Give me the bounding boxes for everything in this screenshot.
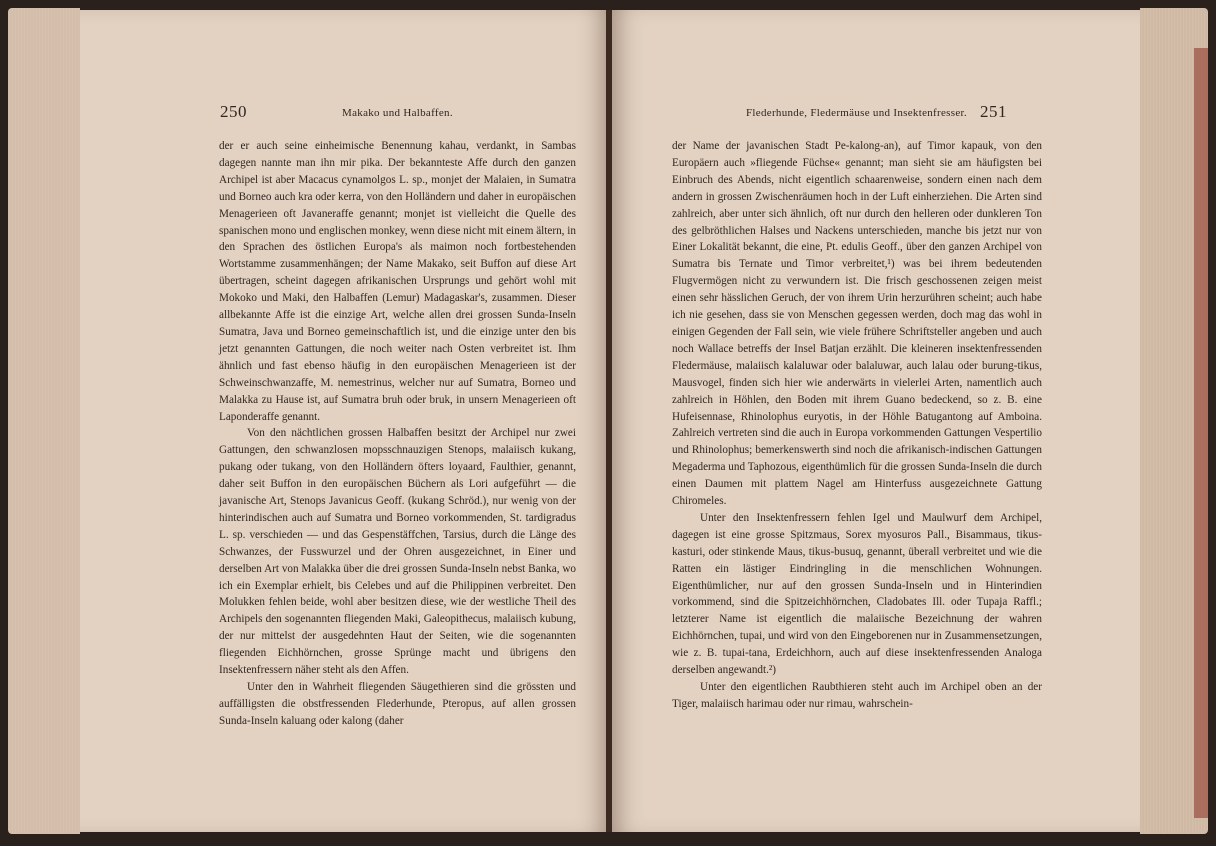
paragraph: Unter den Insektenfressern fehlen Igel und Maulwurf dem Archipel, dagegen ist eine grosse Spitzmaus, Sorex myosuros Pall., Bisammaus, tikus-kasturi, oder stinkende Maus, tikus-busuq, genannt, überall verbreitet und wie die Ratten ein lästiger Eindringling in die menschlichen Wohnungen. Eigenthümlicher, nur auf den grossen Sunda-Inseln und in Hinterindien vorkommend, sind die Spitzeichhörnchen, Cladobates Ill. oder Tupaja Raffl.; letzterer Name ist eigentlich die malaiische Bezeichnung der wahren Eichhörnchen, tupai, und wird von den Eingeborenen nur in Zusammensetzungen, wie z. B. tupai-tana, Erdeichhorn, auch auf diese insektenfressenden Analoga derselben angewandt.²) [672, 511, 1042, 677]
page-number: 250 [220, 102, 247, 121]
paragraph: Unter den eigentlichen Raubthieren steht auch im Archipel oben an der Tiger, malaiisch harimau oder nur rimau, wahrschein- [672, 681, 1042, 710]
book-cover-edge [1194, 48, 1208, 818]
left-page-header [80, 102, 608, 132]
right-page-body [672, 138, 1042, 713]
paragraph: der er auch seine einheimische Benennung kahau, verdankt, in Sambas dagegen nannte man ihn mir pika. Der bekannteste Affe durch den ganzen Archipel ist aber Macacus cynamolgos L. sp., monjet der Malaien, in Sumatra und Borneo auch kra oder kerra, von den Holländern und daher in europäischen Menagerieen oft Javaneraffe genannt; monjet ist vielleicht die Quelle des spanischen mono und englischen monkey, wenn diese nicht mit einem ältern, in den Sprachen des östlichen Europa's als maimon noch fortbestehenden Wortstamme zusammenhängen; der Name Makako, seit Buffon auf diese Art übertragen, scheint dagegen afrikanischen Ursprungs und gehört wohl mit Mokoko und Maki, den Halbaffen (Lemur) Madagaskar's, zusammen. Dieser allbekannte Affe ist die einzige Art, welche allen drei grossen Sunda-Inseln Sumatra, Java und Borneo gemeinschaftlich ist, und die einzige unter den bis jetzt genannten Gattungen, die noch weiter nach Osten verbreitet ist. Ihm ähnlich und fast ebenso häufig in den europäischen Menagerieen ist der Schweinschwanzaffe, M. nemestrinus, welcher nur auf Sumatra, Borneo und Malakka zu Hause ist, auf Sumatra bruh oder bruk, in unsern Menagerieen oft Laponderaffe genannt. [219, 140, 576, 423]
right-page [612, 10, 1140, 832]
paragraph: Unter den in Wahrheit fliegenden Säugethieren sind die grössten und auffälligsten die obstfressenden Flederhunde, Pteropus, auf allen grossen Sunda-Inseln kaluang oder kalong (daher [219, 681, 576, 727]
running-head: Flederhunde, Fledermäuse und Insektenfresser. [746, 107, 967, 119]
paragraph: Von den nächtlichen grossen Halbaffen besitzt der Archipel nur zwei Gattungen, den schwanzlosen mopsschnauzigen Stenops, malaiisch kukang, pukang oder tukang, von den Holländern öfters loyaard, Faulthier, genannt, daher seit Buffon in den europäischen Büchern als Lori aufgeführt — die javanische Art, Stenops Javanicus Geoff. (kukang Schröd.), nur wenig von der hinterindischen auch auf Sumatra und Borneo vorkommenden, St. tardigradus L. sp. verschieden — und das Gespenstäffchen, Tarsius, durch die Länge des Schwanzes, der Fusswurzel und der Ohren ausgezeichnet, in Einer und derselben Art von Malakka über die drei grossen Sunda-Inseln nebst Banka, wo ich ein Exemplar erhielt, bis Celebes und auf die Philippinen verbreitet. Den Molukken fehlen beide, wohl aber besitzen diese, wie der westliche Theil des Archipels den sogenannten fliegenden Maki, Galeopithecus, malaiisch kubung, der nur mittelst der ausgedehnten Haut der Seiten, wie die sogenannten fliegenden Eichhörnchen, grosse Sprünge macht und übrigens den Insektenfressern näher steht als den Affen. [219, 427, 576, 677]
right-page-header [612, 102, 1140, 132]
right-page-edges [1140, 8, 1208, 834]
left-page [80, 10, 608, 832]
left-page-body [219, 138, 576, 730]
paragraph: der Name der javanischen Stadt Pe-kalong-an), auf Timor kapauk, von den Europäern auch »fliegende Füchse« genannt; man sieht sie am häufigsten bei Einbruch des Abends, nicht eigentlich schaarenweise, sondern einen nach dem andern in grossen Zwischenräumen hoch in der Luft einherziehen. Die Arten sind zahlreich, aber unter sich ähnlich, oft nur durch den helleren oder dunkleren Ton des gelbröthlichen Halses und Nackens unterschieden, manche bis jetzt nur von Einer Lokalität bekannt, die eine, Pt. edulis Geoff., über den ganzen Archipel von Sumatra bis Ternate und Timor verbreitet,¹) was bei ihrem bedeutenden Flugvermögen nicht zu verwundern ist. Die frisch geschossenen zeigen meist einen sehr hässlichen Geruch, der von ihrem Urin herzurühren scheint; auch habe ich nie gesehen, dass sie von Menschen gegessen werden, doch mag das wohl in einigen Gegenden der Fall sein, wie viele frühere Schriftsteller angeben und auch noch Wallace betreffs der Insel Batjan erzählt. Die kleineren insektenfressenden Fledermäuse, malaiisch kalaluwar oder balaluwar, auch lalau oder burung-tikus, Mausvogel, finden sich hier wie anderwärts in vielerlei Arten, namentlich auch zahlreich in Höhlen, den Boden mit ihrem Guano bedeckend, so z. B. eine Hufeisennase, Rhinolophus euryotis, in der Höhle Batugantong auf Amboina. Zahlreich vertreten sind die auch in Europa vorkommenden Gattungen Vespertilio und Rhinolophus; bemerkenswerth sind noch die afrikanisch-indischen Gattungen Megaderma und Taphozous, eigenthümlich für die grossen Sunda-Inseln die durch einen Daumen mit plattem Nagel am Hinterfuss ausgezeichnete Gattung Chiromeles. [672, 140, 1042, 508]
left-page-edges [8, 8, 80, 834]
running-head: Makako und Halbaffen. [342, 107, 453, 119]
page-number: 251 [980, 102, 1007, 121]
